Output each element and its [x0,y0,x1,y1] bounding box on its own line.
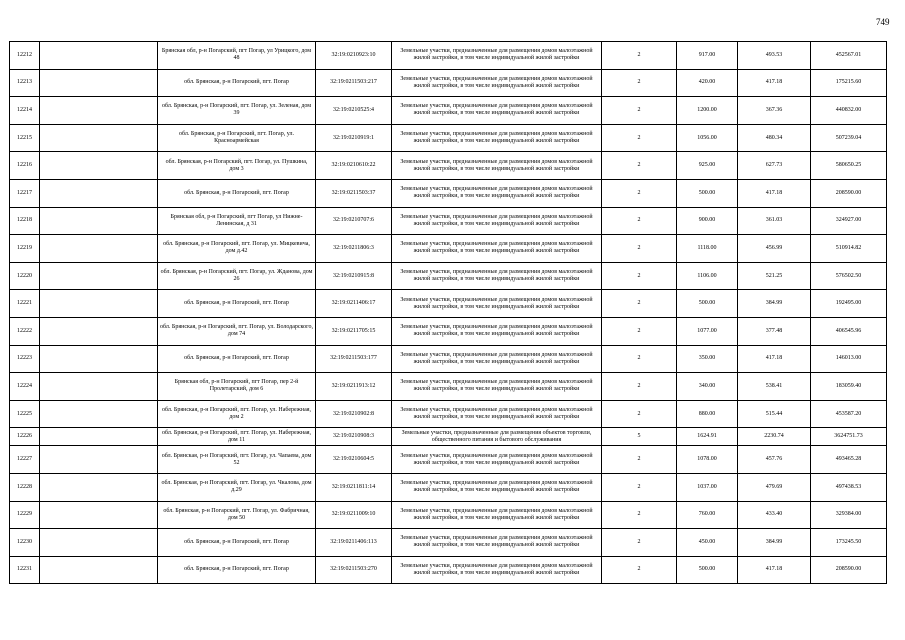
area-cell: 917.00 [677,42,738,70]
table-row [10,235,887,263]
cadastral-number-cell: 32:19:0211406:17 [316,290,392,318]
row-number-cell: 12223 [10,345,40,373]
area-cell: 1078.00 [677,446,738,474]
land-use-cell: Земельные участки, предназначенные для размещения домов малоэтажной жилой застройки, в том числе индивидуальной жилой застройки [392,317,602,345]
row-number-cell: 12225 [10,400,40,428]
cadastral-value-cell: 329384.00 [811,501,887,529]
specific-value-cell: 384.99 [738,529,811,557]
category-cell: 2 [602,501,677,529]
cadastral-number-cell: 32:19:0210919:1 [316,124,392,152]
cadastral-number-cell: 32:19:0211503:217 [316,69,392,97]
specific-value-cell: 384.99 [738,290,811,318]
cadastral-value-cell: 183059.40 [811,373,887,401]
address-cell: обл. Брянская, р-н Погарский, пгт. Погар, ул. Чкалова, дом д.29 [158,473,316,501]
specific-value-cell: 457.76 [738,446,811,474]
cadastral-number-cell: 32:19:0210707:6 [316,207,392,235]
category-cell: 2 [602,473,677,501]
spacer-cell [40,501,158,529]
specific-value-cell: 417.18 [738,556,811,584]
cadastral-value-cell: 576502.50 [811,262,887,290]
table-row [10,42,887,70]
table-row [10,97,887,125]
specific-value-cell: 627.73 [738,152,811,180]
spacer-cell [40,179,158,207]
cadastral-value-table [9,41,887,584]
spacer-cell [40,400,158,428]
area-cell: 925.00 [677,152,738,180]
row-number-cell: 12216 [10,152,40,180]
table-row [10,373,887,401]
spacer-cell [40,473,158,501]
address-cell: обл. Брянская, р-н Погарский, пгт. Погар [158,556,316,584]
land-use-cell: Земельные участки, предназначенные для размещения домов малоэтажной жилой застройки, в том числе индивидуальной жилой застройки [392,556,602,584]
cadastral-value-cell: 208590.00 [811,556,887,584]
table-row [10,179,887,207]
category-cell: 2 [602,446,677,474]
spacer-cell [40,207,158,235]
address-cell: обл. Брянская, р-н Погарский, пгт. Погар [158,179,316,207]
address-cell: обл. Брянская, р-н Погарский, пгт. Погар, ул. Набережная, дом 11 [158,428,316,446]
table-row [10,262,887,290]
category-cell: 2 [602,179,677,207]
cadastral-number-cell: 32:19:0211913:12 [316,373,392,401]
land-use-cell: Земельные участки, предназначенные для размещения домов малоэтажной жилой застройки, в том числе индивидуальной жилой застройки [392,373,602,401]
land-use-cell: Земельные участки, предназначенные для размещения домов малоэтажной жилой застройки, в том числе индивидуальной жилой застройки [392,446,602,474]
row-number-cell: 12221 [10,290,40,318]
cadastral-number-cell: 32:19:0210610:22 [316,152,392,180]
table-row [10,152,887,180]
cadastral-value-cell: 3624751.73 [811,428,887,446]
row-number-cell: 12212 [10,42,40,70]
table-row [10,446,887,474]
area-cell: 450.00 [677,529,738,557]
cadastral-number-cell: 32:19:0210923:10 [316,42,392,70]
table-row [10,400,887,428]
spacer-cell [40,42,158,70]
row-number-cell: 12219 [10,235,40,263]
row-number-cell: 12228 [10,473,40,501]
area-cell: 900.00 [677,207,738,235]
category-cell: 2 [602,235,677,263]
cadastral-value-cell: 208590.00 [811,179,887,207]
land-use-cell: Земельные участки, предназначенные для размещения домов малоэтажной жилой застройки, в том числе индивидуальной жилой застройки [392,473,602,501]
area-cell: 1200.00 [677,97,738,125]
table-row [10,345,887,373]
specific-value-cell: 417.18 [738,69,811,97]
specific-value-cell: 2230.74 [738,428,811,446]
area-cell: 340.00 [677,373,738,401]
cadastral-number-cell: 32:19:0211503:37 [316,179,392,207]
land-use-cell: Земельные участки, предназначенные для размещения домов малоэтажной жилой застройки, в том числе индивидуальной жилой застройки [392,124,602,152]
category-cell: 2 [602,373,677,401]
spacer-cell [40,556,158,584]
address-cell: Брянская обл, р-н Погарский, пгт Погар, пер 2-й Пролетарский, дом 6 [158,373,316,401]
cadastral-number-cell: 32:19:0211503:270 [316,556,392,584]
category-cell: 2 [602,97,677,125]
cadastral-number-cell: 32:19:0210604:5 [316,446,392,474]
specific-value-cell: 377.48 [738,317,811,345]
table-row [10,501,887,529]
row-number-cell: 12213 [10,69,40,97]
cadastral-number-cell: 32:19:0211811:14 [316,473,392,501]
area-cell: 1077.00 [677,317,738,345]
cadastral-value-cell: 580650.25 [811,152,887,180]
cadastral-value-cell: 175215.60 [811,69,887,97]
address-cell: обл. Брянская, р-н Погарский, пгт. Погар [158,529,316,557]
table-row [10,290,887,318]
row-number-cell: 12230 [10,529,40,557]
specific-value-cell: 433.40 [738,501,811,529]
specific-value-cell: 538.41 [738,373,811,401]
spacer-cell [40,290,158,318]
address-cell: Брянская обл, р-н Погарский, пгт Погар, ул Урицкого, дом 48 [158,42,316,70]
address-cell: обл. Брянская, р-н Погарский, пгт. Погар, ул. Жданова, дом 26 [158,262,316,290]
table-row [10,428,887,446]
row-number-cell: 12224 [10,373,40,401]
land-use-cell: Земельные участки, предназначенные для размещения домов малоэтажной жилой застройки, в том числе индивидуальной жилой застройки [392,97,602,125]
spacer-cell [40,124,158,152]
table-row [10,317,887,345]
address-cell: обл. Брянская, р-н Погарский, пгт. Погар, ул. Фабричная, дом 50 [158,501,316,529]
specific-value-cell: 456.99 [738,235,811,263]
table-body [10,42,887,584]
land-use-cell: Земельные участки, предназначенные для размещения домов малоэтажной жилой застройки, в том числе индивидуальной жилой застройки [392,262,602,290]
specific-value-cell: 480.34 [738,124,811,152]
table-row [10,556,887,584]
cadastral-value-cell: 324927.00 [811,207,887,235]
row-number-cell: 12214 [10,97,40,125]
category-cell: 2 [602,152,677,180]
spacer-cell [40,317,158,345]
category-cell: 2 [602,42,677,70]
category-cell: 2 [602,207,677,235]
land-use-cell: Земельные участки, предназначенные для размещения домов малоэтажной жилой застройки, в том числе индивидуальной жилой застройки [392,207,602,235]
table-row [10,69,887,97]
specific-value-cell: 515.44 [738,400,811,428]
spacer-cell [40,69,158,97]
land-use-cell: Земельные участки, предназначенные для размещения домов малоэтажной жилой застройки, в том числе индивидуальной жилой застройки [392,179,602,207]
cadastral-value-cell: 406545.96 [811,317,887,345]
table-row [10,207,887,235]
cadastral-value-cell: 510914.82 [811,235,887,263]
category-cell: 2 [602,317,677,345]
land-use-cell: Земельные участки, предназначенные для размещения домов малоэтажной жилой застройки, в том числе индивидуальной жилой застройки [392,400,602,428]
spacer-cell [40,152,158,180]
row-number-cell: 12218 [10,207,40,235]
category-cell: 2 [602,124,677,152]
category-cell: 2 [602,529,677,557]
row-number-cell: 12215 [10,124,40,152]
row-number-cell: 12231 [10,556,40,584]
area-cell: 500.00 [677,179,738,207]
spacer-cell [40,446,158,474]
cadastral-value-cell: 452567.01 [811,42,887,70]
specific-value-cell: 367.36 [738,97,811,125]
address-cell: обл. Брянская, р-н Погарский, пгт. Погар [158,345,316,373]
address-cell: обл. Брянская, р-н Погарский, пгт. Погар, ул. Володарского, дом 74 [158,317,316,345]
category-cell: 2 [602,262,677,290]
land-use-cell: Земельные участки, предназначенные для размещения домов малоэтажной жилой застройки, в том числе индивидуальной жилой застройки [392,529,602,557]
area-cell: 1056.00 [677,124,738,152]
specific-value-cell: 479.69 [738,473,811,501]
cadastral-number-cell: 32:19:0211503:177 [316,345,392,373]
cadastral-value-cell: 493465.28 [811,446,887,474]
cadastral-number-cell: 32:19:0211009:10 [316,501,392,529]
area-cell: 1037.00 [677,473,738,501]
specific-value-cell: 521.25 [738,262,811,290]
category-cell: 2 [602,345,677,373]
area-cell: 760.00 [677,501,738,529]
cadastral-value-cell: 507239.04 [811,124,887,152]
address-cell: обл. Брянская, р-н Погарский, пгт. Погар, ул. Пушкина, дом 3 [158,152,316,180]
address-cell: обл. Брянская, р-н Погарский, пгт. Погар, ул. Набережная, дом 2 [158,400,316,428]
spacer-cell [40,345,158,373]
spacer-cell [40,235,158,263]
cadastral-value-cell: 440832.00 [811,97,887,125]
category-cell: 2 [602,400,677,428]
row-number-cell: 12227 [10,446,40,474]
cadastral-number-cell: 32:19:0210908:3 [316,428,392,446]
cadastral-number-cell: 32:19:0210902:8 [316,400,392,428]
address-cell: обл. Брянская, р-н Погарский, пгт. Погар [158,290,316,318]
address-cell: обл. Брянская, р-н Погарский, пгт. Погар, ул. Чапаева, дом 52 [158,446,316,474]
specific-value-cell: 417.18 [738,179,811,207]
row-number-cell: 12229 [10,501,40,529]
address-cell: обл. Брянская, р-н Погарский, пгт. Погар, ул. Зеленая, дом 39 [158,97,316,125]
cadastral-value-cell: 453587.20 [811,400,887,428]
address-cell: обл. Брянская, р-н Погарский, пгт. Погар [158,69,316,97]
land-use-cell: Земельные участки, предназначенные для размещения домов малоэтажной жилой застройки, в том числе индивидуальной жилой застройки [392,235,602,263]
specific-value-cell: 361.03 [738,207,811,235]
address-cell: обл. Брянская, р-н Погарский, пгт. Погар, ул. Мицкевича, дом д.42 [158,235,316,263]
land-use-cell: Земельные участки, предназначенные для размещения домов малоэтажной жилой застройки, в том числе индивидуальной жилой застройки [392,290,602,318]
land-use-cell: Земельные участки, предназначенные для размещения домов малоэтажной жилой застройки, в том числе индивидуальной жилой застройки [392,152,602,180]
cadastral-number-cell: 32:19:0211806:3 [316,235,392,263]
land-use-cell: Земельные участки, предназначенные для размещения домов малоэтажной жилой застройки, в том числе индивидуальной жилой застройки [392,69,602,97]
row-number-cell: 12222 [10,317,40,345]
category-cell: 2 [602,556,677,584]
area-cell: 880.00 [677,400,738,428]
spacer-cell [40,262,158,290]
area-cell: 500.00 [677,290,738,318]
spacer-cell [40,529,158,557]
cadastral-value-cell: 173245.50 [811,529,887,557]
area-cell: 350.00 [677,345,738,373]
table-row [10,529,887,557]
category-cell: 2 [602,69,677,97]
row-number-cell: 12226 [10,428,40,446]
cadastral-value-cell: 146013.00 [811,345,887,373]
category-cell: 5 [602,428,677,446]
table-row [10,124,887,152]
address-cell: обл. Брянская, р-н Погарский, пгт. Погар, ул. Красноармейская [158,124,316,152]
cadastral-number-cell: 32:19:0210525:4 [316,97,392,125]
row-number-cell: 12220 [10,262,40,290]
land-use-cell: Земельные участки, предназначенные для размещения домов малоэтажной жилой застройки, в том числе индивидуальной жилой застройки [392,501,602,529]
spacer-cell [40,428,158,446]
cadastral-value-cell: 497438.53 [811,473,887,501]
area-cell: 420.00 [677,69,738,97]
address-cell: Брянская обл, р-н Погарский, пгт Погар, ул Нижне-Ленинская, д 31 [158,207,316,235]
land-use-cell: Земельные участки, предназначенные для размещения объектов торговли, общественного питания и бытового обслуживания [392,428,602,446]
cadastral-number-cell: 32:19:0210915:8 [316,262,392,290]
cadastral-number-cell: 32:19:0211705:15 [316,317,392,345]
area-cell: 500.00 [677,556,738,584]
spacer-cell [40,373,158,401]
page-number: 749 [876,17,890,27]
specific-value-cell: 417.18 [738,345,811,373]
specific-value-cell: 493.53 [738,42,811,70]
land-use-cell: Земельные участки, предназначенные для размещения домов малоэтажной жилой застройки, в том числе индивидуальной жилой застройки [392,345,602,373]
area-cell: 1106.00 [677,262,738,290]
land-use-cell: Земельные участки, предназначенные для размещения домов малоэтажной жилой застройки, в том числе индивидуальной жилой застройки [392,42,602,70]
cadastral-number-cell: 32:19:0211406:113 [316,529,392,557]
spacer-cell [40,97,158,125]
area-cell: 1624.91 [677,428,738,446]
category-cell: 2 [602,290,677,318]
cadastral-value-cell: 192495.00 [811,290,887,318]
area-cell: 1118.00 [677,235,738,263]
row-number-cell: 12217 [10,179,40,207]
table-row [10,473,887,501]
